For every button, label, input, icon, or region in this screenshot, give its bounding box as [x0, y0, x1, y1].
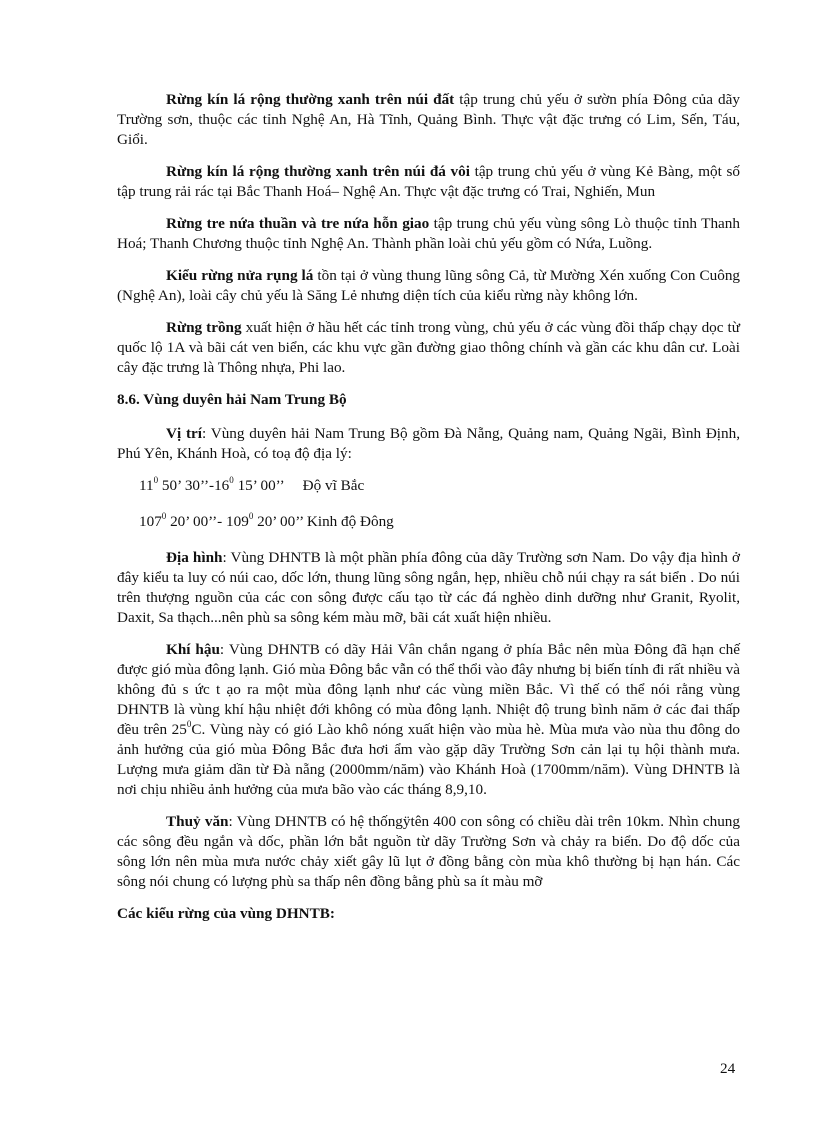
- paragraph-terrain: [117, 548, 740, 628]
- term-evergreen-earth-forest: Rừng kín lá rộng thường xanh trên núi đất: [166, 91, 455, 108]
- paragraph-hydrology: [117, 812, 740, 892]
- degree-superscript: 0: [248, 510, 254, 521]
- term-location: Vị trí: [166, 425, 202, 442]
- paragraph-bamboo-forest: [117, 214, 740, 254]
- paragraph-location: [117, 424, 740, 464]
- paragraph-text: xuất hiện ở hầu hết các tỉnh trong vùng, chủ yếu ở các vùng đồi thấp chạy dọc từ quốc lộ 1A và bãi cát ven biển, các khu vực gần đường giao thông chính và gần các khu dân cư. Loài cây đặc trưng là Thông nhựa, Phi lao.: [117, 319, 740, 376]
- coordinate-latitude: [139, 476, 740, 496]
- paragraph-text: tập trung chủ yếu vùng sông Lò thuộc tỉnh Thanh Hoá; Thanh Chương thuộc tỉnh Nghệ An. Thành phần loài chủ yếu gồm có Nứa, Luồng.: [117, 215, 740, 252]
- term-hydrology: Thuỷ văn: [166, 813, 229, 830]
- term-semi-deciduous-forest: Kiểu rừng nửa rụng lá: [166, 267, 314, 284]
- term-terrain: Địa hình: [166, 549, 223, 566]
- latitude-range: 50’ 30’’-16: [158, 477, 230, 494]
- term-bamboo-forest: Rừng tre nứa thuần và tre nứa hỗn giao: [166, 215, 430, 232]
- degree-superscript: 0: [161, 510, 167, 521]
- paragraph-text: tập trung chủ yếu ở vùng Kẻ Bàng, một số tập trung rải rác tại Bắc Thanh Hoá– Nghệ An. Thực vật đặc trưng có Trai, Nghiến, Mun: [117, 163, 740, 200]
- coordinate-longitude: [139, 512, 740, 532]
- paragraph-evergreen-limestone-forest: [117, 162, 740, 202]
- paragraph-climate: [117, 640, 740, 800]
- latitude-label: Độ vĩ Bắc: [302, 477, 365, 494]
- longitude-end: 20’ 00’’: [253, 513, 304, 530]
- page-number: 24: [720, 1060, 736, 1077]
- longitude-start-degrees: 107: [139, 513, 162, 530]
- paragraph-text: : Vùng duyên hải Nam Trung Bộ gồm Đà Nẵng, Quảng nam, Quảng Ngãi, Bình Định, Phú Yên, Khánh Hoà, có toạ độ địa lý:: [117, 425, 740, 462]
- paragraph-text: : Vùng DHNTB là một phần phía đông của dãy Trường sơn Nam. Do vậy địa hình ở đây kiểu ta luy có núi cao, dốc lớn, thung lũng sông ngắn, hẹp, nhiều chỗ núi chạy ra sát biển . Do núi trên thượng nguồn của các con sông được cấu tạo từ các đá nghèo dinh dưỡng như Granit, Ryolit, Daxit, Sa thạch...nên phù sa sông kém màu mỡ, bãi cát xuất hiện nhiều.: [117, 549, 740, 626]
- paragraph-text: tồn tại ở vùng thung lũng sông Cả, từ Mường Xén xuống Con Cuông (Nghệ An), loài cây chủ yếu là Săng Lẻ nhưng diện tích của kiểu rừng này không lớn.: [117, 267, 741, 304]
- term-evergreen-limestone-forest: Rừng kín lá rộng thường xanh trên núi đá vôi: [166, 163, 470, 180]
- degree-superscript: 0: [229, 474, 234, 485]
- paragraph-text: tập trung chủ yếu ở sườn phía Đông của dãy Trường sơn, thuộc các tỉnh Nghệ An, Hà Tĩnh, Quảng Bình. Thực vật đặc trưng có Lim, Sến, Táu, Giổi.: [117, 91, 740, 148]
- degree-superscript: 0: [153, 474, 159, 485]
- paragraph-text: : Vùng DHNTB có dãy Hải Vân chắn ngang ở phía Bắc nên mùa Đông đã hạn chế được gió mùa đông lạnh. Gió mùa Đông bắc vẫn có thể thổi vào đây nhưng bị biến tính đi rất nhiều và không đủ s ức t ạo ra một mùa đông lạnh như các vùng miền Bắc. Vì thế có thể nói rằng vùng DHNTB là vùng khí hậu nhiệt đới không có mùa đông lạnh. Nhiệt độ trung bình năm ở các đai thấp đều trên 25: [117, 641, 741, 738]
- paragraph-planted-forest: [117, 318, 740, 378]
- paragraph-text: C. Vùng này có gió Lào khô nóng xuất hiện vào mùa hè. Mùa mưa vào nùa thu đông do ảnh hưởng của gió mùa Đông Bắc đưa hơi ẩm vào gặp dãy Trường Sơn cản lại tụ hội thành mưa. Lượng mưa giảm dần từ Đà nẵng (2000mm/năm) vào Khánh Hoà (1700mm/năm). Vùng DHNTB là nơi chịu nhiều ảnh hưởng của mưa bão vào các tháng 8,9,10.: [117, 721, 740, 798]
- longitude-label: Kinh độ Đông: [306, 513, 394, 530]
- document-body: [117, 90, 740, 938]
- term-climate: Khí hậu: [166, 641, 220, 658]
- term-planted-forest: Rừng trồng: [166, 319, 242, 336]
- closing-heading: Các kiểu rừng của vùng DHNTB:: [117, 905, 335, 922]
- degree-superscript: 0: [186, 718, 192, 729]
- longitude-range: 20’ 00’’- 109: [166, 513, 249, 530]
- paragraph-evergreen-earth-forest: [117, 90, 740, 150]
- section-heading: 8.6. Vùng duyên hải Nam Trung Bộ: [117, 391, 347, 408]
- paragraph-semi-deciduous-forest: [117, 266, 740, 306]
- latitude-start-degrees: 11: [139, 477, 154, 494]
- latitude-end: 15’ 00’’: [233, 477, 285, 494]
- paragraph-text: : Vùng DHNTB có hệ thốngÿtên 400 con sông có chiều dài trên 10km. Nhìn chung các sông đều ngắn và dốc, phần lớn bắt nguồn từ dãy Trường Sơn và chảy ra biển. Do độ dốc của sông lớn nên mùa mưa nước chảy xiết gây lũ lụt ở đồng bằng còn mùa khô thường bị hạn hán. Các sông nói chung có lượng phù sa thấp nên đồng bằng phù sa ít màu mỡ: [117, 813, 740, 890]
